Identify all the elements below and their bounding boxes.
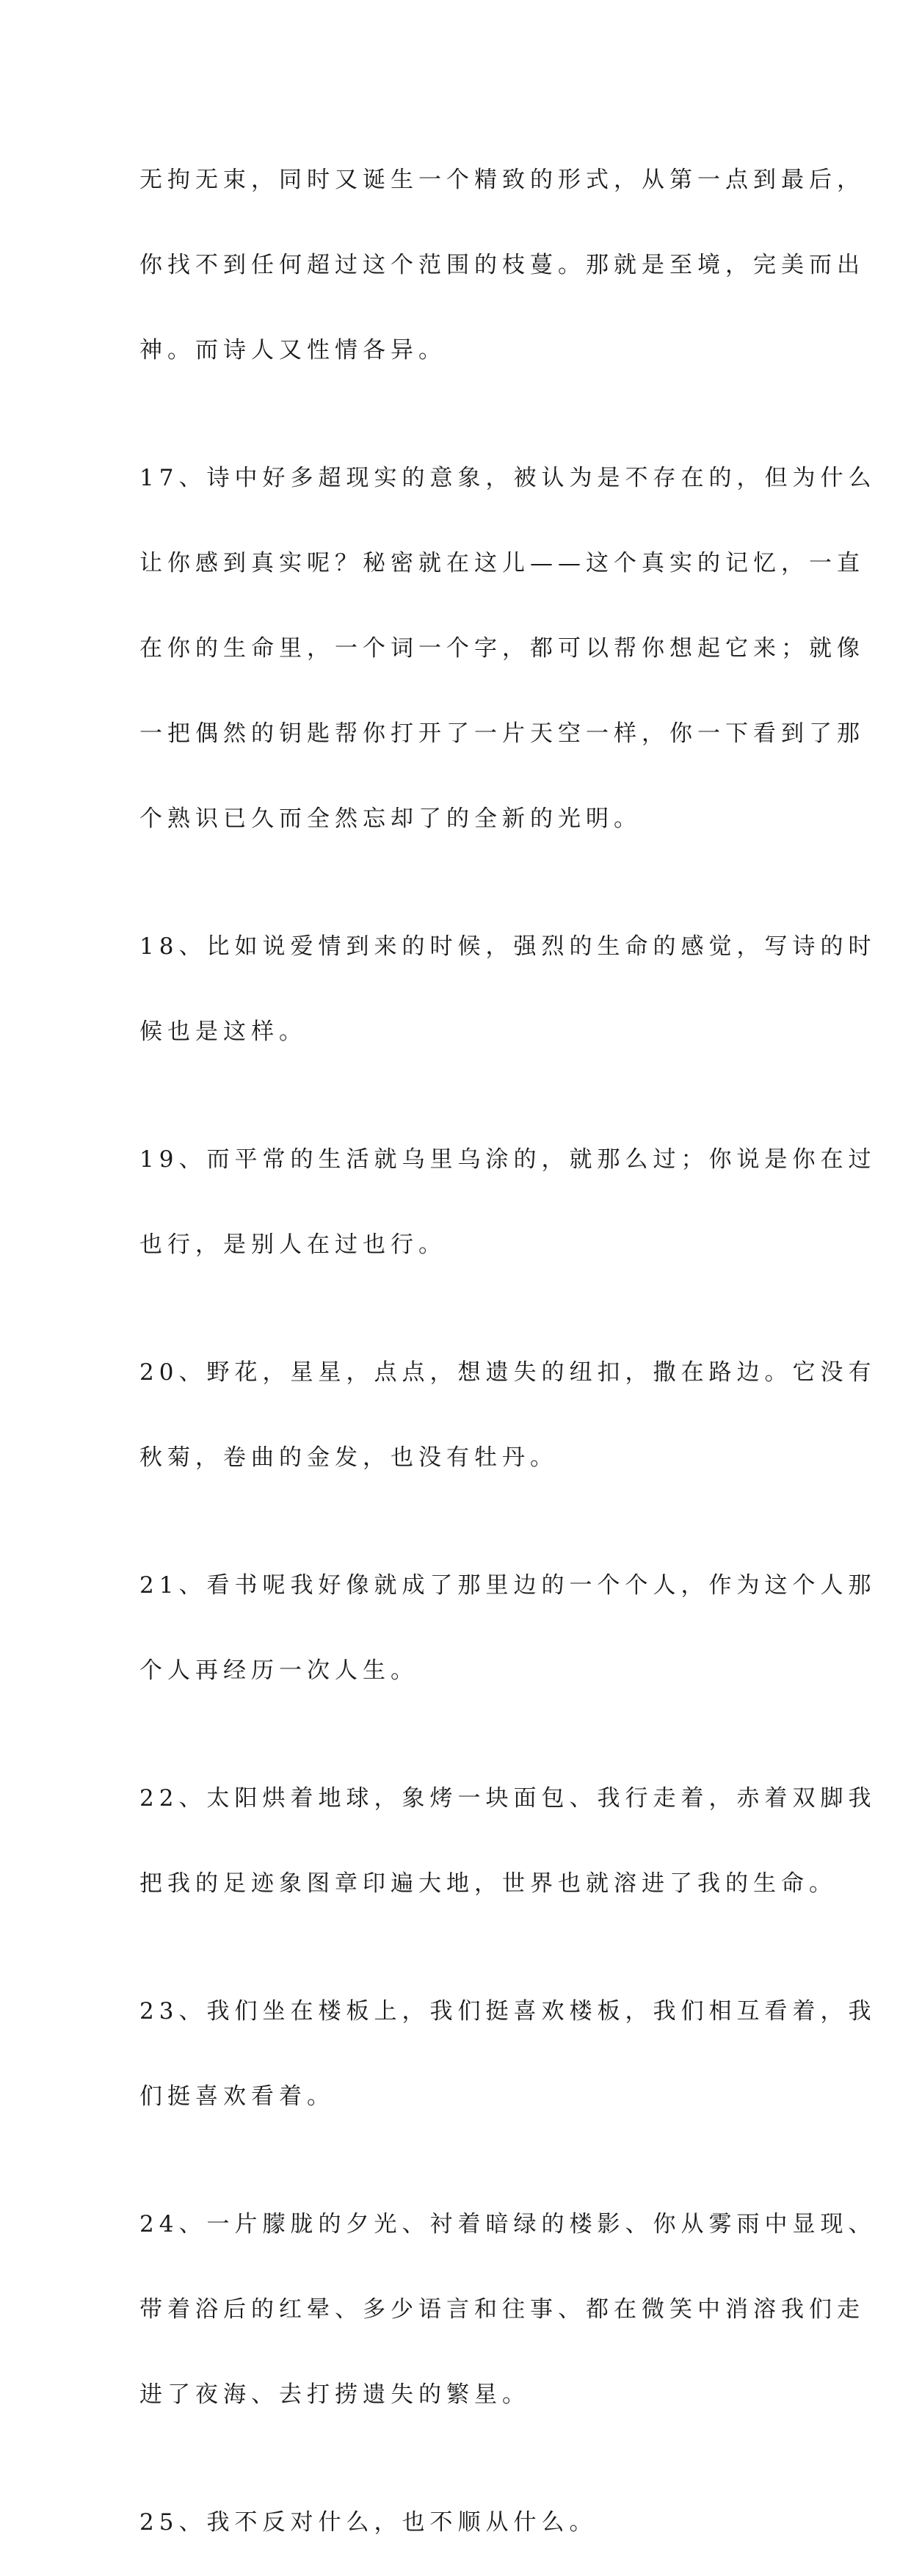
text-line: 神。而诗人又性情各异。: [139, 337, 446, 363]
text-line: 个人再经历一次人生。: [139, 1657, 418, 1684]
paragraph-21: [139, 1522, 876, 1734]
text-line: 带着浴后的红晕、多少语言和往事、都在微笑中消溶我们走: [139, 2296, 865, 2323]
text-line: 21、看书呢我好像就成了那里边的一个个人，作为这个人那: [139, 1572, 876, 1599]
paragraph-25: [139, 2459, 785, 2576]
text-line: 把我的足迹象图章印遍大地，世界也就溶进了我的生命。: [139, 1870, 837, 1897]
text-line: 个熟识已久而全然忘却了的全新的光明。: [139, 806, 642, 832]
paragraph-20: [139, 1309, 876, 1522]
text-line: 在你的生命里，一个词一个字，都可以帮你想起它来；就像: [139, 635, 865, 662]
text-line: 18、比如说爱情到来的时候，强烈的生命的感觉，写诗的时: [139, 933, 876, 960]
text-line: 也行，是别人在过也行。: [139, 1231, 446, 1258]
paragraph-continuation: [139, 116, 865, 414]
text-line: 们挺喜欢看着。: [139, 2083, 335, 2110]
text-line: 进了夜海、去打捞遗失的繁星。: [139, 2381, 530, 2408]
text-line: 无拘无束，同时又诞生一个精致的形式，从第一点到最后，: [139, 167, 865, 193]
text-line: 22、太阳烘着地球，象烤一块面包、我行走着，赤着双脚我: [139, 1785, 876, 1812]
document-body: [139, 116, 876, 2576]
paragraph-19: [139, 1096, 876, 1309]
text-line: 23、我们坐在楼板上，我们挺喜欢楼板，我们相互看着，我: [139, 1998, 876, 2025]
text-line: 让你感到真实呢？秘密就在这儿——这个真实的记忆，一直: [139, 550, 865, 576]
text-line: 候也是这样。: [139, 1019, 307, 1045]
text-line: 25、我不反对什么，也不顺从什么。: [139, 2509, 598, 2536]
text-line: 你找不到任何超过这个范围的枝蔓。那就是至境，完美而出: [139, 252, 865, 278]
paragraph-23: [139, 1947, 876, 2160]
text-line: 17、诗中好多超现实的意象，被认为是不存在的，但为什么: [139, 465, 876, 491]
text-line: 秋菊，卷曲的金发，也没有牡丹。: [139, 1444, 558, 1471]
paragraph-18: [139, 883, 876, 1096]
text-line: 一把偶然的钥匙帮你打开了一片天空一样，你一下看到了那: [139, 720, 865, 747]
paragraph-24: [139, 2160, 876, 2459]
text-line: 24、一片朦胧的夕光、衬着暗绿的楼影、你从雾雨中显现、: [139, 2211, 876, 2237]
text-line: 19、而平常的生活就乌里乌涂的，就那么过；你说是你在过: [139, 1146, 876, 1173]
paragraph-22: [139, 1734, 876, 1947]
text-line: 20、野花，星星，点点，想遗失的纽扣，撒在路边。它没有: [139, 1359, 876, 1386]
paragraph-17: [139, 414, 876, 883]
